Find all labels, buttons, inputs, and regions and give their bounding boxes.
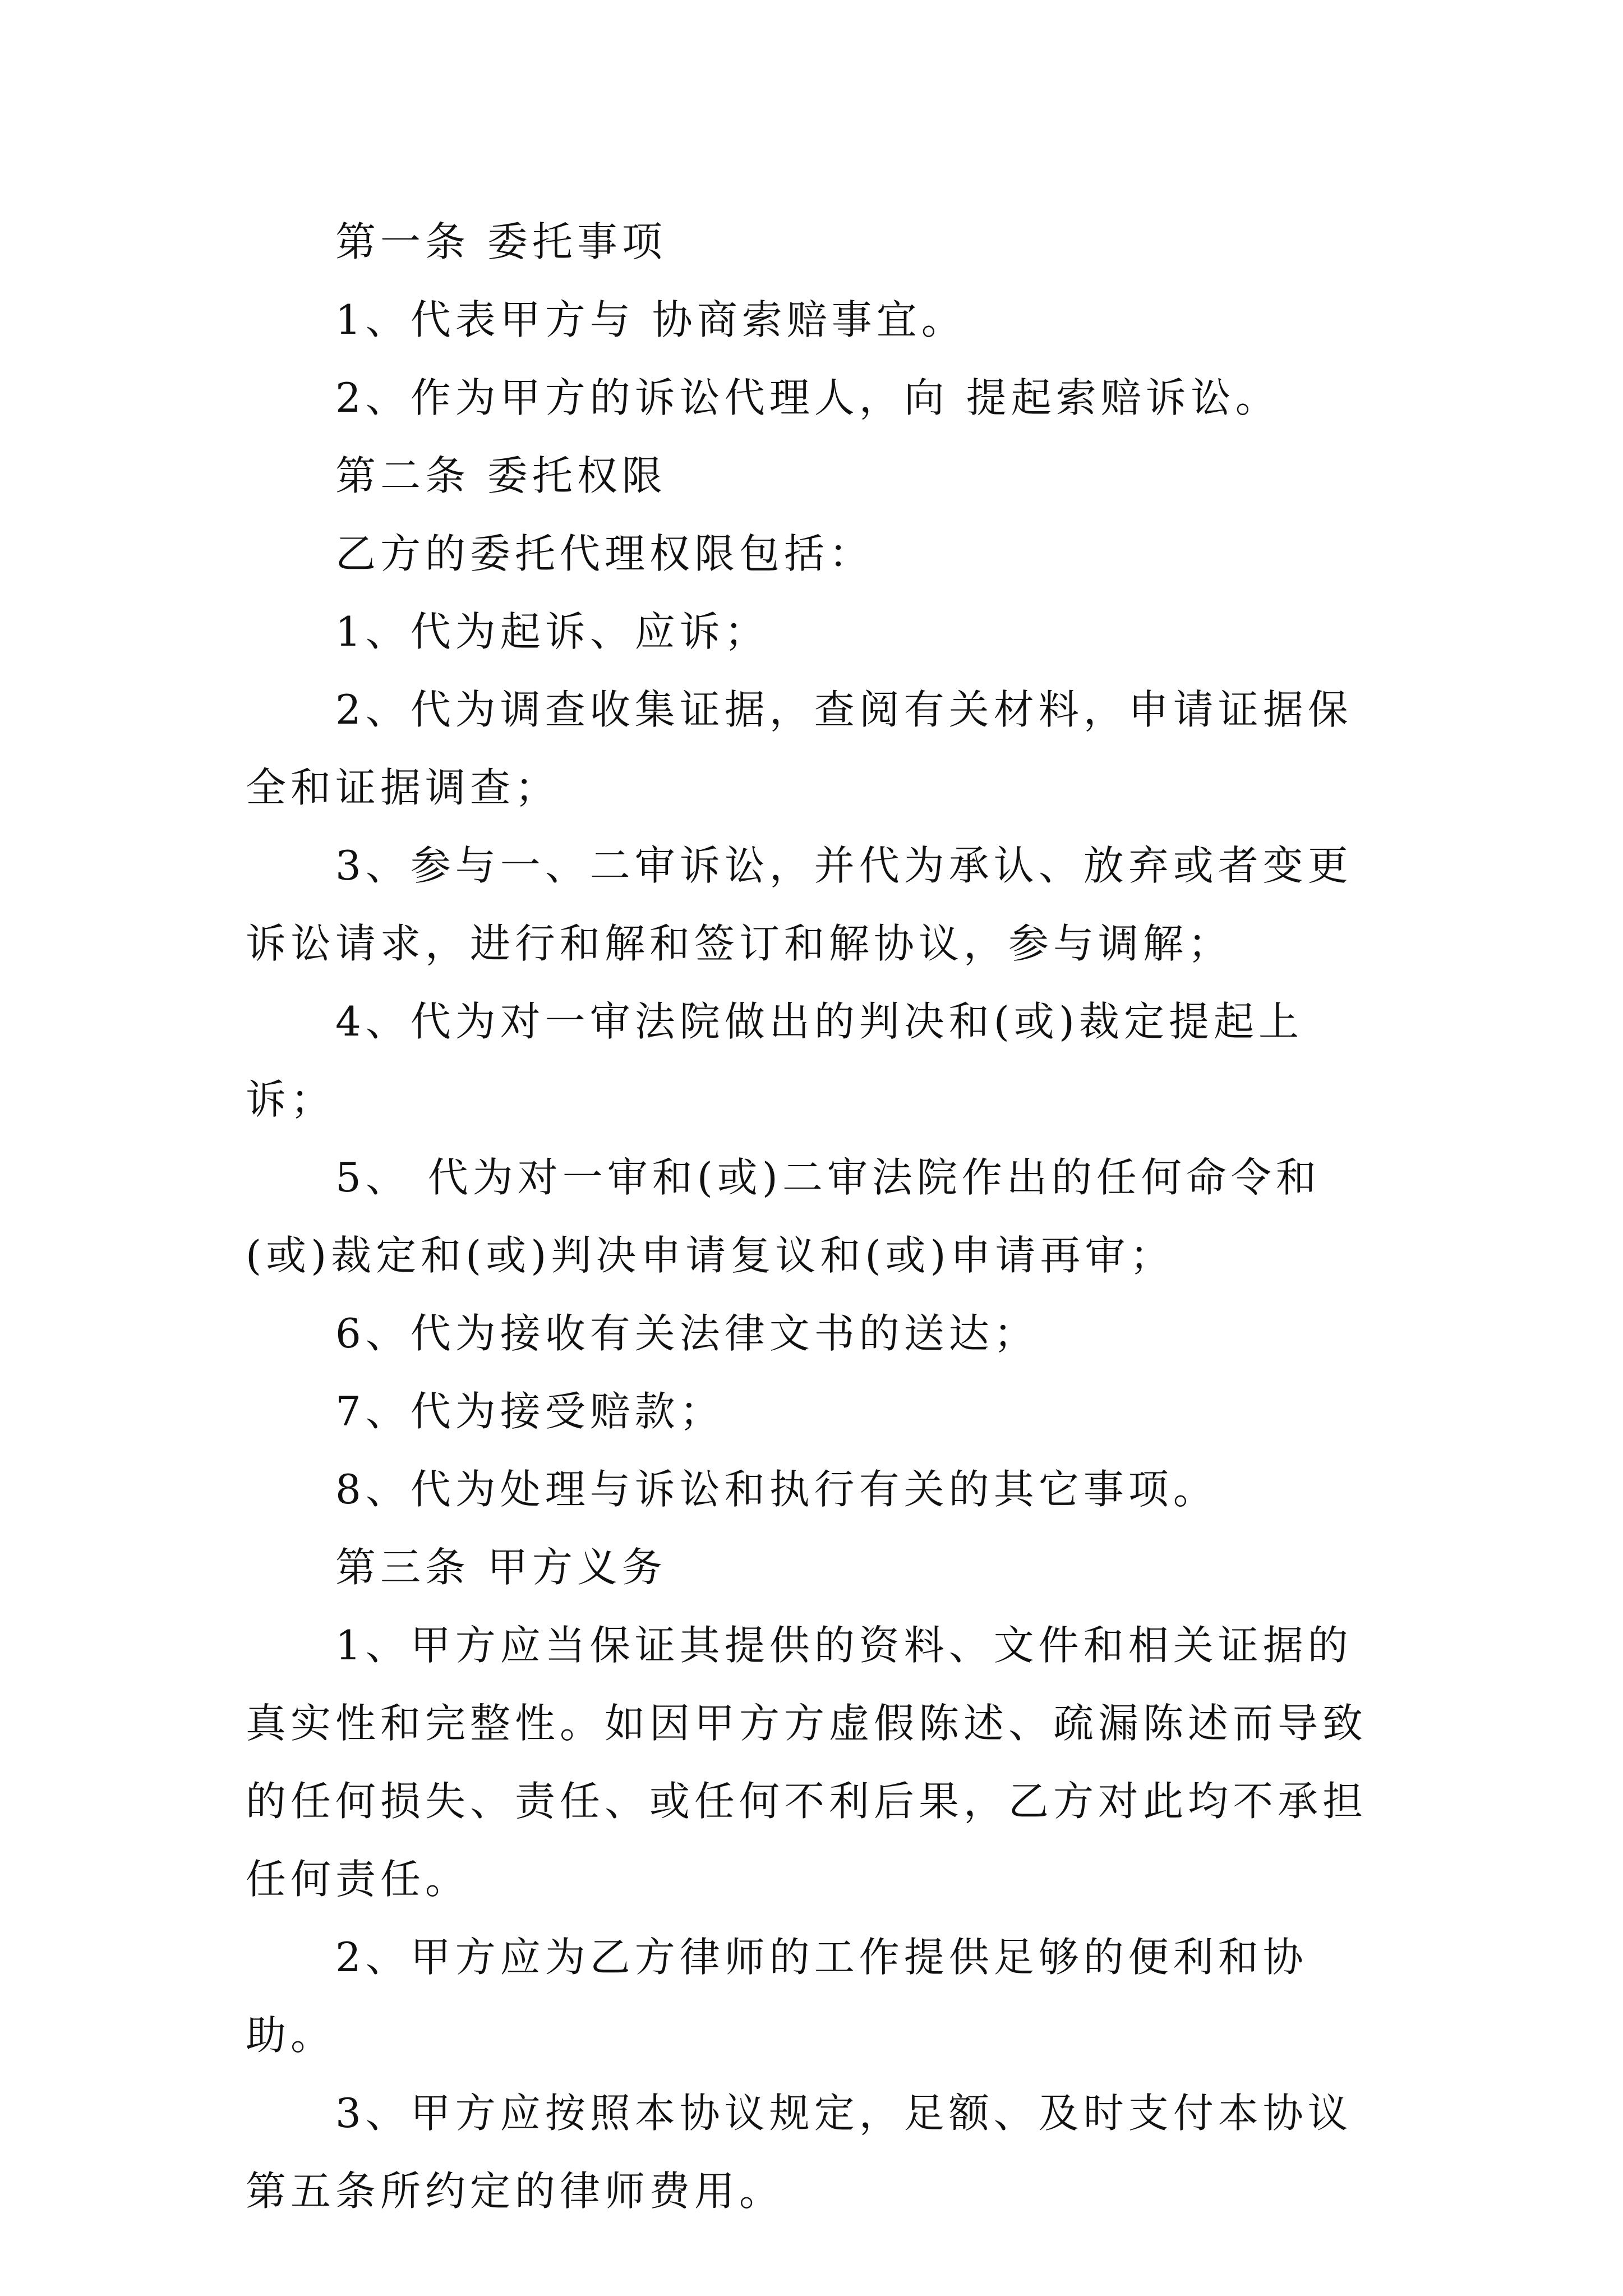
article-1-item-2: 2、作为甲方的诉讼代理人，向 提起索赔诉讼。 — [335, 374, 1280, 421]
article-2-item-5: 5、 代为对一审和(或)二审法院作出的任何命令和(或)裁定和(或)判决申请复议和(或)申请再审； — [246, 1154, 1321, 1279]
article-3-heading: 第三条 甲方义务 — [335, 1544, 667, 1591]
article-1-item-1: 1、代表甲方与 协商索赔事宜。 — [335, 296, 966, 343]
article-3-item-3: 3、甲方应按照本协议规定，足额、及时支付本协议第五条所约定的律师费用。 — [246, 2090, 1353, 2215]
article-3-item-1: 1、甲方应当保证其提供的资料、文件和相关证据的真实性和完整性。如因甲方方虚假陈述、疏漏陈述而导致的任何损失、责任、或任何不利后果，乙方对此均不承担任何责任。 — [246, 1622, 1368, 1903]
article-3-item-2: 2、甲方应为乙方律师的工作提供足够的便利和协助。 — [246, 1934, 1308, 2059]
article-2-item-2: 2、代为调查收集证据，查阅有关材料，申请证据保全和证据调查； — [246, 686, 1353, 811]
article-2-item-4: 4、代为对一审法院做出的判决和(或)裁定提起上诉； — [246, 998, 1303, 1123]
document-body — [246, 203, 1384, 2230]
article-2-heading: 第二条 委托权限 — [335, 452, 667, 499]
article-1-heading: 第一条 委托事项 — [335, 218, 667, 265]
article-2-item-8: 8、代为处理与诉讼和执行有关的其它事项。 — [335, 1466, 1218, 1513]
article-2-item-1: 1、代为起诉、应诉； — [335, 608, 769, 655]
article-2-item-7: 7、代为接受赔款； — [335, 1388, 725, 1435]
article-2-item-3: 3、参与一、二审诉讼，并代为承认、放弃或者变更诉讼请求，进行和解和签订和解协议，参与调解； — [246, 842, 1353, 967]
article-2-item-6: 6、代为接收有关法律文书的送达； — [335, 1310, 1039, 1357]
article-2-intro: 乙方的委托代理权限包括： — [335, 530, 874, 577]
